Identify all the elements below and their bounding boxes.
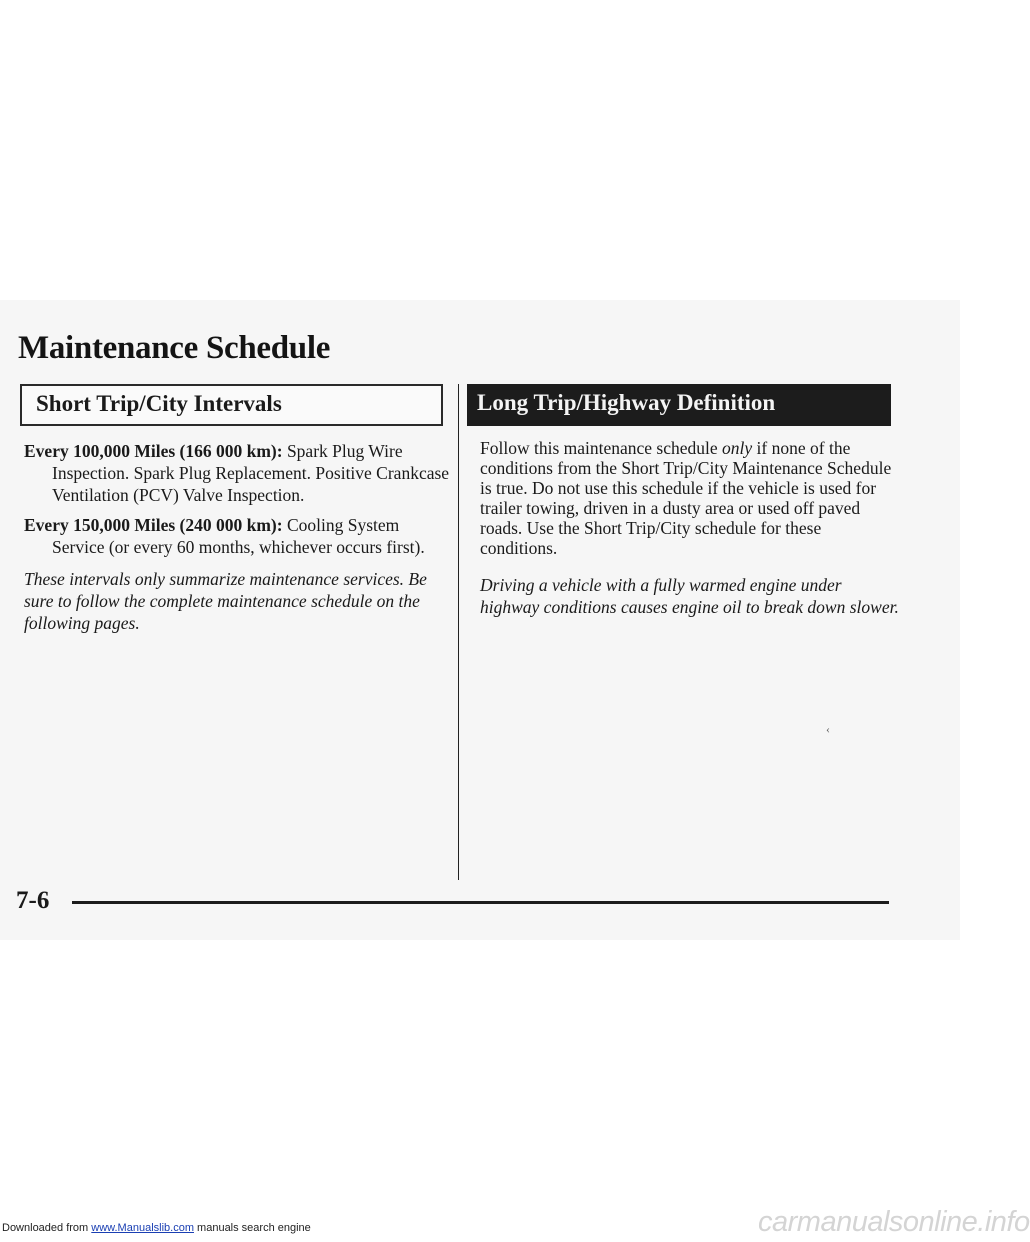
footer-prefix: Downloaded from	[2, 1222, 89, 1234]
manualslib-link[interactable]: www.Manualslib.com	[91, 1222, 194, 1234]
interval-text: Cooling System Service (or every 60 months, whichever occurs first).	[52, 515, 425, 557]
highway-note: Driving a vehicle with a fully warmed engine under highway conditions causes engine oil to break down slower.	[480, 575, 899, 617]
intervals-note: These intervals only summarize maintenance services. Be sure to follow the complete maintenance schedule on the following pages.	[24, 569, 427, 633]
definition-paragraph	[480, 438, 900, 558]
definition-emphasis: only	[722, 438, 753, 458]
interval-text: Spark Plug Wire Inspection. Spark Plug Replacement. Positive Crankcase Ventilation (PCV) Valve Inspection.	[52, 441, 450, 505]
short-trip-heading: Short Trip/City Intervals	[36, 391, 282, 416]
footer-rule	[72, 901, 889, 904]
page-number: 7-6	[16, 887, 50, 914]
interval-label: Every 150,000 Miles (240 000 km):	[24, 515, 283, 535]
definition-text-before: Follow this maintenance schedule	[480, 438, 718, 458]
long-trip-heading-box	[467, 384, 891, 426]
right-column	[480, 438, 900, 618]
interval-entry	[24, 514, 454, 558]
watermark: carmanualsonline.info	[758, 1206, 1030, 1238]
footer-suffix: manuals search engine	[197, 1222, 311, 1234]
short-trip-heading-box	[20, 384, 443, 426]
page-title: Maintenance Schedule	[18, 330, 331, 366]
column-divider	[458, 384, 459, 880]
left-column	[24, 440, 454, 634]
download-footer	[2, 1222, 311, 1234]
interval-label: Every 100,000 Miles (166 000 km):	[24, 441, 283, 461]
long-trip-heading: Long Trip/Highway Definition	[477, 390, 776, 415]
stray-mark: ‹	[826, 722, 830, 736]
interval-entry	[24, 440, 454, 506]
definition-text-after: if none of the conditions from the Short Trip/City Maintenance Schedule is true. Do not use this schedule if the vehicle is used for trailer towing, driven in a dusty area or used off paved roads. Use the Short Trip/City schedule for these conditions.	[480, 438, 892, 558]
